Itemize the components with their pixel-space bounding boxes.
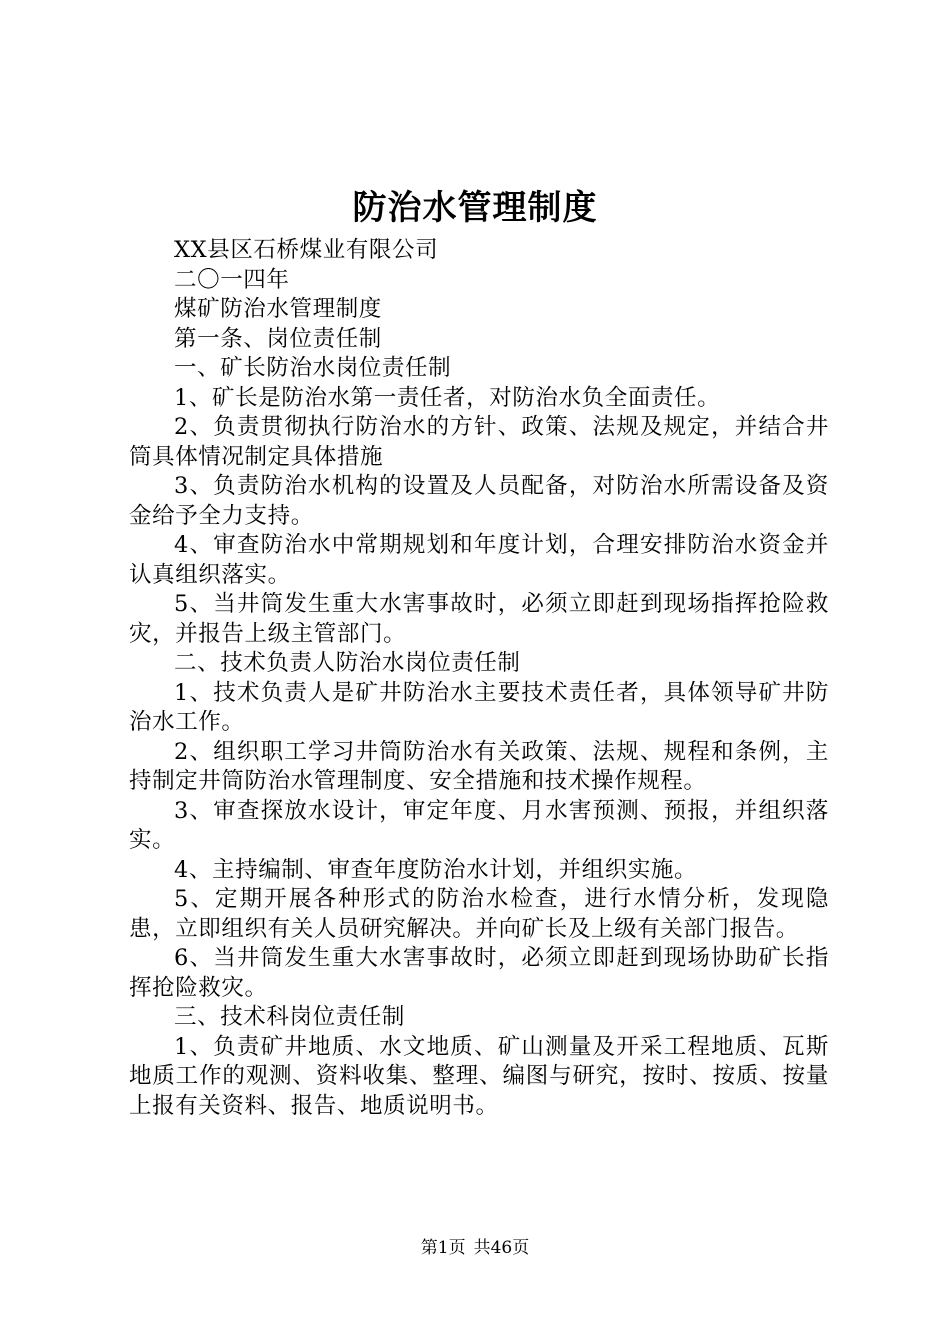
paragraph-company: XX县区石桥煤业有限公司 (174, 237, 439, 263)
paragraph-item: 1、矿长是防治水第一责任者，对防治水负全面责任。 (174, 384, 721, 411)
paragraph-item: 3、审查探放水设计，审定年度、月水害预测、预报，并组织落实。 (129, 797, 829, 853)
document-body (129, 236, 829, 1121)
paragraph-section-2: 二、技术负责人防治水岗位责任制 (174, 650, 521, 676)
paragraph-item: 2、负责贯彻执行防治水的方针、政策、法规及规定，并结合井筒具体情况制定具体措施 (129, 414, 829, 470)
page-number: 第1页 (420, 1238, 466, 1258)
paragraph-item: 5、当井筒发生重大水害事故时，必须立即赶到现场指挥抢险救灾，并报告上级主管部门。 (129, 591, 829, 647)
paragraph-item: 1、技术负责人是矿井防治水主要技术责任者，具体领导矿井防治水工作。 (129, 679, 829, 735)
page-total: 共46页 (473, 1238, 530, 1258)
paragraph-item: 4、主持编制、审查年度防治水计划，并组织实施。 (174, 856, 698, 883)
paragraph-year: 二〇一四年 (174, 266, 290, 293)
page-footer (0, 1236, 950, 1260)
paragraph-item: 3、负责防治水机构的设置及人员配备，对防治水所需设备及资金给予全力支持。 (129, 473, 829, 529)
paragraph-item: 2、组织职工学习井筒防治水有关政策、法规、规程和条例，主持制定井筒防治水管理制度、安全措施和技术操作规程。 (129, 738, 829, 794)
document-title: 防治水管理制度 (352, 188, 598, 228)
paragraph-subtitle: 煤矿防治水管理制度 (174, 296, 382, 322)
paragraph-section-3: 三、技术科岗位责任制 (174, 1004, 406, 1030)
paragraph-item: 4、审查防治水中常期规划和年度计划，合理安排防治水资金并认真组织落实。 (129, 532, 829, 588)
paragraph-section-1: 一、矿长防治水岗位责任制 (174, 355, 452, 381)
paragraph-article-1: 第一条、岗位责任制 (174, 325, 382, 352)
paragraph-item: 5、定期开展各种形式的防治水检查，进行水情分析，发现隐患，立即组织有关人员研究解决。并向矿长及上级有关部门报告。 (129, 886, 829, 942)
paragraph-item: 6、当井筒发生重大水害事故时，必须立即赶到现场协助矿长指挥抢险救灾。 (129, 945, 829, 1001)
paragraph-item: 1、负责矿井地质、水文地质、矿山测量及开采工程地质、瓦斯地质工作的观测、资料收集、整理、编图与研究，按时、按质、按量上报有关资料、报告、地质说明书。 (129, 1033, 829, 1119)
